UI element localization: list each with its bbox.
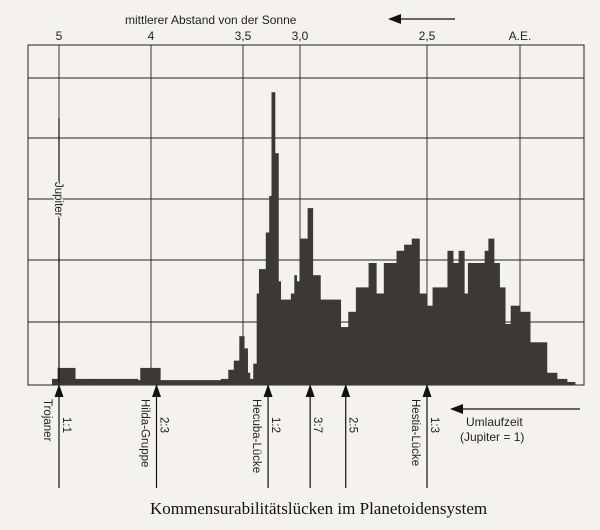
histogram-bar [234, 361, 240, 385]
histogram-bar [511, 306, 515, 385]
gap-arrow-head [423, 384, 432, 397]
tick-label: 3,0 [291, 29, 309, 43]
gap-ratio-label: 2:5 [346, 417, 359, 433]
gap-arrow-head [341, 384, 350, 397]
histogram-bar [391, 263, 396, 385]
histogram-bar [464, 294, 468, 386]
gap-marker [41, 384, 72, 488]
gap-name-label: Hecuba-Lücke [250, 399, 263, 474]
histogram-bar [239, 336, 244, 385]
histogram-bars [52, 92, 575, 385]
tick-label: 3,5 [234, 29, 252, 43]
histogram-bar [287, 300, 291, 385]
gap-marker [306, 384, 324, 488]
histogram-bar [364, 287, 369, 385]
histogram-bar [140, 368, 151, 385]
histogram-bar [485, 251, 489, 385]
histogram-bar [90, 379, 139, 385]
histogram-bar [459, 251, 465, 385]
histogram-bar [320, 300, 328, 385]
histogram-bar [500, 287, 506, 385]
histogram-bar [444, 287, 448, 385]
gap-ratio-label: 1:3 [428, 417, 440, 433]
histogram-bar [412, 239, 420, 385]
histogram-bar [281, 300, 285, 385]
histogram-bar [253, 364, 257, 385]
tick-label: 4 [147, 29, 155, 43]
histogram-bar [433, 287, 439, 385]
histogram-bar [341, 327, 349, 385]
gap-marker [409, 384, 440, 488]
histogram-bar [474, 263, 480, 385]
jupiter-label: Jupiter [52, 182, 64, 217]
tick-label: 5 [55, 29, 63, 43]
histogram-bar [520, 312, 530, 385]
histogram-bar [557, 379, 567, 385]
histogram-bar [221, 379, 229, 385]
gap-marker [250, 384, 281, 488]
gap-name-label: Trojaner [41, 399, 53, 442]
chart-title: Kommensurabilitätslücken im Planetoidensystem [150, 499, 488, 518]
histogram-bar [308, 208, 313, 385]
histogram-bar [336, 300, 341, 385]
histogram-bar [438, 287, 444, 385]
histogram-bar [291, 294, 295, 386]
gap-arrow-head [264, 384, 273, 397]
histogram-bar [514, 306, 520, 385]
top-axis-label: mittlerer Abstand von der Sonne [125, 13, 297, 27]
histogram-bar [384, 263, 392, 385]
histogram-bar [259, 269, 263, 385]
histogram-bar [166, 380, 222, 385]
histogram-bar [547, 373, 557, 385]
histogram-bar [160, 380, 166, 385]
histogram-bar [356, 287, 364, 385]
histogram-bar [294, 275, 297, 385]
bottom-axis-label: Umlaufzeit [466, 415, 523, 429]
histogram-bar [567, 382, 575, 385]
histogram-bar [52, 379, 55, 385]
histogram-bar [348, 312, 356, 385]
gap-arrow-head [306, 384, 315, 397]
gap-ratio-label: 1:2 [269, 417, 282, 433]
histogram-bar [55, 379, 58, 385]
commensurability-gaps [41, 384, 440, 488]
histogram-bar [61, 368, 76, 385]
histogram-bar [138, 380, 141, 385]
histogram-bar [257, 294, 260, 386]
histogram-bar [300, 239, 308, 385]
histogram-bar [530, 342, 540, 385]
histogram-bar [266, 233, 270, 386]
histogram-bar [328, 300, 336, 385]
histogram-bar [284, 300, 288, 385]
histogram-bar [404, 245, 412, 385]
bottom-axis-sublabel: (Jupiter = 1) [460, 430, 525, 444]
histogram-bar [453, 263, 459, 385]
gap-arrow-head [55, 384, 64, 397]
histogram-bar [505, 324, 511, 385]
histogram-bar [75, 379, 90, 385]
tick-label: A.E. [508, 29, 532, 43]
histogram-bar [262, 269, 266, 385]
gap-ratio-label: 1:1 [60, 417, 72, 433]
gap-name-label: Hilda-Gruppe [138, 399, 151, 468]
histogram-bar [468, 263, 474, 385]
histogram-bar [297, 281, 301, 385]
histogram-bar [488, 239, 494, 385]
gap-name-label: Hestia-Lücke [409, 399, 421, 467]
gap-marker [341, 384, 359, 488]
tick-label: 2,5 [418, 29, 436, 43]
gap-arrow-head [152, 384, 161, 397]
histogram-bar [248, 373, 251, 385]
histogram-bar [376, 294, 384, 386]
histogram-bar [272, 92, 276, 385]
histogram-bar [419, 294, 427, 386]
top-direction-arrow [388, 14, 455, 24]
bottom-direction-arrow [450, 404, 580, 414]
histogram-bar [151, 368, 161, 385]
histogram-bar [447, 251, 453, 385]
histogram-bar [540, 342, 547, 385]
histogram-bar [313, 275, 321, 385]
histogram-bar [369, 263, 377, 385]
histogram-bar [494, 263, 500, 385]
histogram-bar [250, 379, 254, 385]
histogram-bar [278, 281, 281, 385]
histogram-bar [244, 348, 248, 385]
gap-ratio-label: 3:7 [311, 417, 324, 433]
gap-marker [139, 384, 170, 488]
histogram-bar [275, 153, 279, 385]
histogram-bar [269, 196, 272, 385]
top-tick-labels [56, 29, 532, 43]
gap-ratio-label: 2:3 [157, 417, 170, 433]
histogram-bar [228, 370, 234, 385]
histogram-bar [427, 306, 433, 385]
histogram-bar [479, 263, 485, 385]
histogram-bar [397, 251, 405, 385]
